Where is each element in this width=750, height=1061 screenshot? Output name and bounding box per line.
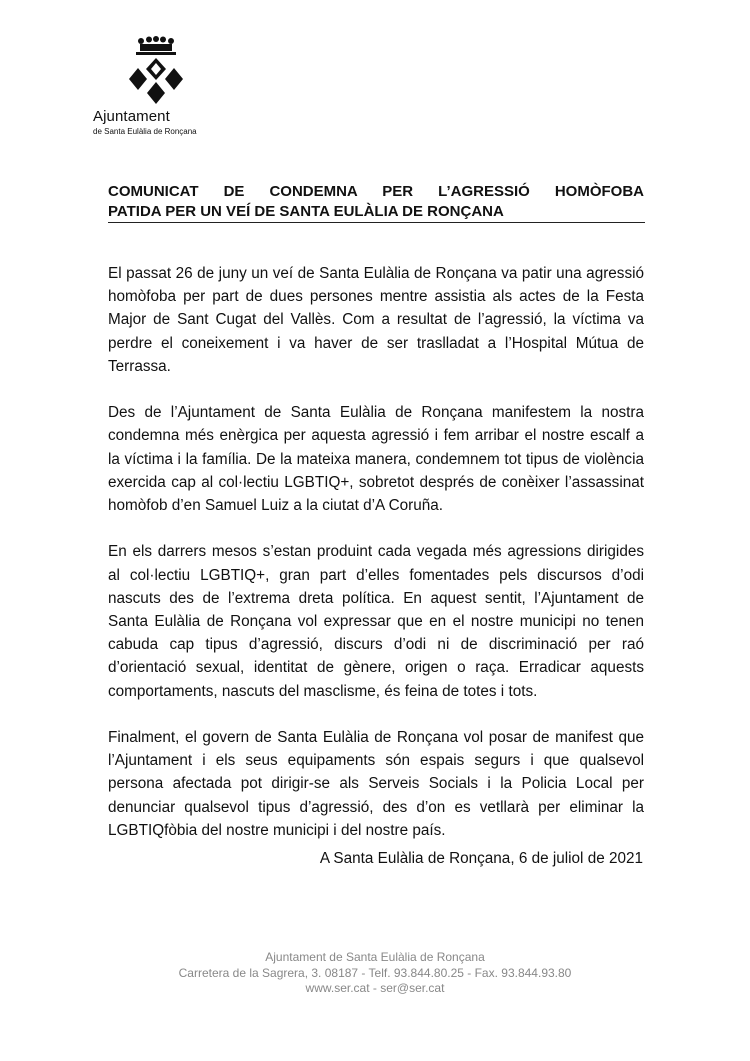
footer <box>0 950 750 997</box>
paragraph: Finalment, el govern de Santa Eulàlia de Ronçana vol posar de manifest que l’Ajuntament i els seus equipaments són espais segurs i que qualsevol persona afectada pot dirigir-se als Serveis Socials i la Policia Local per denunciar qualsevol tipus d’agressió, des d’on es vetllarà per eliminar la LGBTIQfòbia del nostre municipi i del nostre país. <box>108 729 644 839</box>
footer-org: Ajuntament de Santa Eulàlia de Ronçana <box>265 950 485 964</box>
footer-contact: www.ser.cat - ser@ser.cat <box>305 981 445 995</box>
paragraph: Des de l’Ajuntament de Santa Eulàlia de Ronçana manifestem la nostra condemna més enèrgica per aquesta agressió i fem arribar el nostre escalf a la víctima i la família. De la mateixa manera, condemnem tot tipus de violència exercida cap al col·lectiu LGBTIQ+, sobretot després de conèixer l’assassinat homòfob d’en Samuel Luiz a la ciutat d’A Coruña. <box>108 404 644 515</box>
title-line-2: PATIDA PER UN VEÍ DE SANTA EULÀLIA DE RONÇANA <box>108 203 504 220</box>
footer-address: Carretera de la Sagrera, 3. 08187 - Telf. 93.844.80.25 - Fax. 93.844.93.80 <box>178 965 572 980</box>
org-subtitle: de Santa Eulàlia de Ronçana <box>93 127 197 136</box>
paragraph: En els darrers mesos s’estan produint cada vegada més agressions dirigides al col·lectiu LGBTIQ+, gran part d’elles fomentades pels discursos d’odi nascuts des de l’extrema dreta política. En aquest sentit, l’Ajuntament de Santa Eulàlia de Ronçana vol expressar que en el nostre municipi no tenen cabuda cap tipus d’agressió, discurs d’odi ni de discriminació per raó d’orientació sexual, identitat de gènere, origen o raça. Erradicar aquests comportaments, nascuts del masclisme, és feina de totes i tots. <box>108 543 644 700</box>
document-body <box>108 262 644 865</box>
place-and-date: A Santa Eulàlia de Ronçana, 6 de juliol de 2021 <box>319 850 643 867</box>
org-name: Ajuntament <box>93 108 170 125</box>
title-divider <box>108 222 645 223</box>
municipal-crest-icon <box>128 36 184 106</box>
paragraph: El passat 26 de juny un veí de Santa Eulàlia de Ronçana va patir una agressió homòfoba per part de dues persones mentre assistia als actes de la Festa Major de Sant Cugat del Vallès. Com a resultat de l’agressió, la víctima va perdre el coneixement i va haver de ser traslladat a l’Hospital Mútua de Terrassa. <box>108 265 644 375</box>
document-title <box>108 182 644 222</box>
title-line-1: COMUNICAT DE CONDEMNA PER L’AGRESSIÓ HOMÒFOBA <box>108 183 644 200</box>
